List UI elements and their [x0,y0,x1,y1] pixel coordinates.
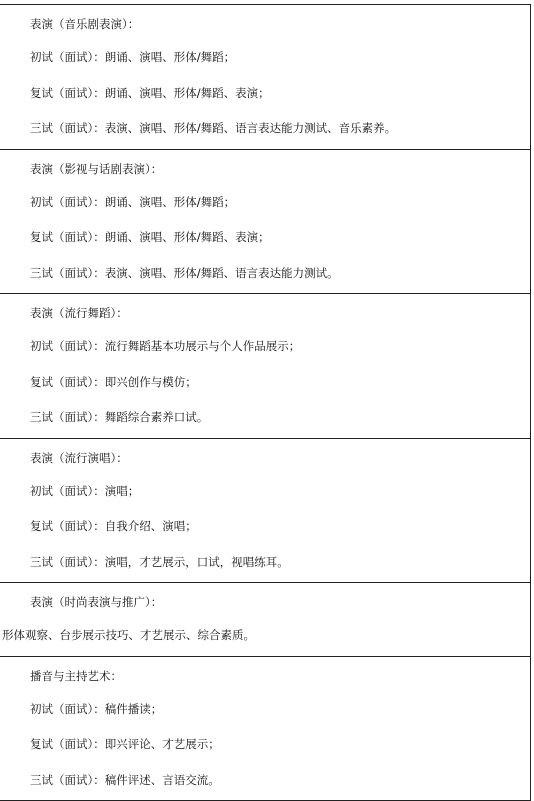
section-title: 表演（音乐剧表演）： [0,8,530,40]
exam-round-line: 初试（面试）：稿件播读； [0,692,530,728]
section-title: 播音与主持艺术： [0,660,530,692]
exam-round-line: 复试（面试）：即兴评论、才艺展示； [0,727,530,763]
exam-round-line: 三试（面试）：表演、演唱、形体/舞蹈、语言表达能力测试。 [0,256,530,292]
exam-round-line: 复试（面试）：自我介绍、演唱； [0,509,530,545]
section-fashion-performance [0,583,530,657]
exam-round-line: 复试（面试）：即兴创作与模仿； [0,365,530,401]
exam-round-line: 复试（面试）：朗诵、演唱、形体/舞蹈、表演； [0,220,530,256]
section-title: 表演（时尚表演与推广）： [0,586,530,618]
section-pop-singing [0,439,530,584]
exam-round-line: 三试（面试）：舞蹈综合素养口试。 [0,400,530,436]
exam-requirements-table [0,4,531,801]
exam-round-line: 三试（面试）：表演、演唱、形体/舞蹈、语言表达能力测试、音乐素养。 [0,111,530,147]
exam-round-line: 初试（面试）：朗诵、演唱、形体/舞蹈； [0,40,530,76]
exam-round-line: 初试（面试）：流行舞蹈基本功展示与个人作品展示； [0,329,530,365]
exam-round-line: 三试（面试）：稿件评述、言语交流。 [0,763,530,799]
section-title: 表演（流行演唱）： [0,442,530,474]
section-broadcasting-hosting [0,657,530,801]
section-film-drama [0,150,530,295]
exam-round-line: 复试（面试）：朗诵、演唱、形体/舞蹈、表演； [0,76,530,112]
exam-round-line: 初试（面试）：朗诵、演唱、形体/舞蹈； [0,185,530,221]
section-title: 表演（影视与话剧表演）： [0,153,530,185]
exam-content-line: 形体观察、台步展示技巧、才艺展示、综合素质。 [0,618,530,654]
section-musical-theatre [0,5,530,150]
section-pop-dance [0,294,530,439]
exam-round-line: 三试（面试）：演唱，才艺展示，口试，视唱练耳。 [0,545,530,581]
exam-round-line: 初试（面试）：演唱； [0,474,530,510]
section-title: 表演（流行舞蹈）： [0,297,530,329]
